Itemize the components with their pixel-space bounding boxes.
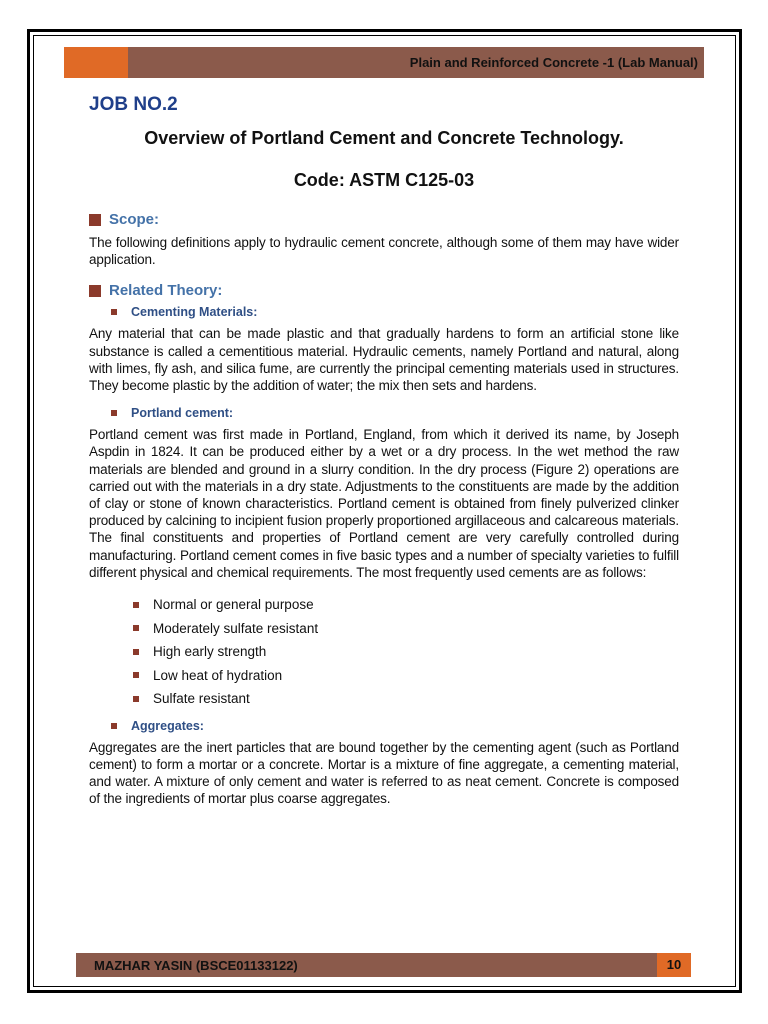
scope-text: The following definitions apply to hydraulic cement concrete, although some of them may have wider application.	[89, 235, 679, 268]
list-item: Low heat of hydration	[133, 664, 679, 688]
footer-bar	[76, 953, 691, 977]
page-number: 10	[666, 957, 682, 972]
footer-author: MAZHAR YASIN (BSCE01133122)	[94, 958, 298, 973]
small-square-bullet-icon	[133, 672, 139, 678]
aggregates-heading-label: Aggregates:	[131, 718, 204, 733]
header-title: Plain and Reinforced Concrete -1 (Lab Manual)	[409, 55, 698, 70]
related-theory-heading-label: Related Theory:	[109, 282, 223, 300]
small-square-bullet-icon	[111, 309, 117, 315]
document-code: Code: ASTM C125-03	[293, 170, 475, 190]
cement-types-list	[89, 593, 679, 711]
square-bullet-icon	[89, 285, 101, 297]
related-theory-heading	[89, 282, 679, 299]
portland-cement-heading	[111, 406, 679, 420]
job-number: JOB NO.2	[89, 94, 178, 115]
cementing-materials-heading	[111, 305, 679, 319]
document-title: Overview of Portland Cement and Concrete Technology.	[144, 128, 624, 148]
scope-heading	[89, 211, 679, 228]
aggregates-heading	[111, 719, 679, 733]
document-body	[89, 94, 679, 815]
small-square-bullet-icon	[111, 410, 117, 416]
small-square-bullet-icon	[133, 625, 139, 631]
list-item: Normal or general purpose	[133, 593, 679, 617]
header-accent-block	[64, 47, 128, 78]
list-item: Sulfate resistant	[133, 687, 679, 711]
aggregates-text: Aggregates are the inert particles that are bound together by the cementing agent (such as Portland cement) to form a mortar or a concrete. Mortar is a mixture of fine aggregate, a cementing material, and water. A mixture of only cement and water is referred to as neat cement. Concrete is composed of the ingredients of mortar plus coarse aggregates.	[89, 739, 679, 807]
list-item: Moderately sulfate resistant	[133, 617, 679, 641]
small-square-bullet-icon	[133, 649, 139, 655]
list-item: High early strength	[133, 640, 679, 664]
cementing-materials-text: Any material that can be made plastic and that gradually hardens to form an artificial stone like substance is called a cementitious material. Hydraulic cements, namely Portland and natural, along with limes, fly ash, and silica fume, are currently the principal cementing materials used in structures. They become plastic by the addition of water; the mix then sets and hardens.	[89, 326, 679, 394]
portland-cement-text: Portland cement was first made in Portland, England, from which it derived its name, by Joseph Aspdin in 1824. It can be produced either by a wet or a dry process. In the wet method the raw materials are blended and ground in a slurry condition. In the dry process (Figure 2) operations are carried out with the materials in a dry state. Adjustments to the constituents are made by the addition of clay or stone of known characteristics. Portland cement is obtained from finely pulverized clinker produced by calcining to incipient fusion properly proportioned argillaceous and calcareous materials. The final constituents and properties of Portland cement are very carefully controlled during manufacturing. Portland cement comes in five basic types and a number of specialty varieties to fulfill different physical and chemical requirements. The most frequently used cements are as follows:	[89, 427, 679, 580]
page-number-box	[657, 953, 691, 977]
cementing-materials-heading-label: Cementing Materials:	[131, 305, 258, 320]
scope-heading-label: Scope:	[109, 211, 160, 228]
small-square-bullet-icon	[133, 602, 139, 608]
square-bullet-icon	[89, 214, 101, 226]
header-bar	[64, 47, 704, 78]
small-square-bullet-icon	[111, 723, 117, 729]
small-square-bullet-icon	[133, 696, 139, 702]
portland-cement-heading-label: Portland cement:	[131, 406, 234, 421]
